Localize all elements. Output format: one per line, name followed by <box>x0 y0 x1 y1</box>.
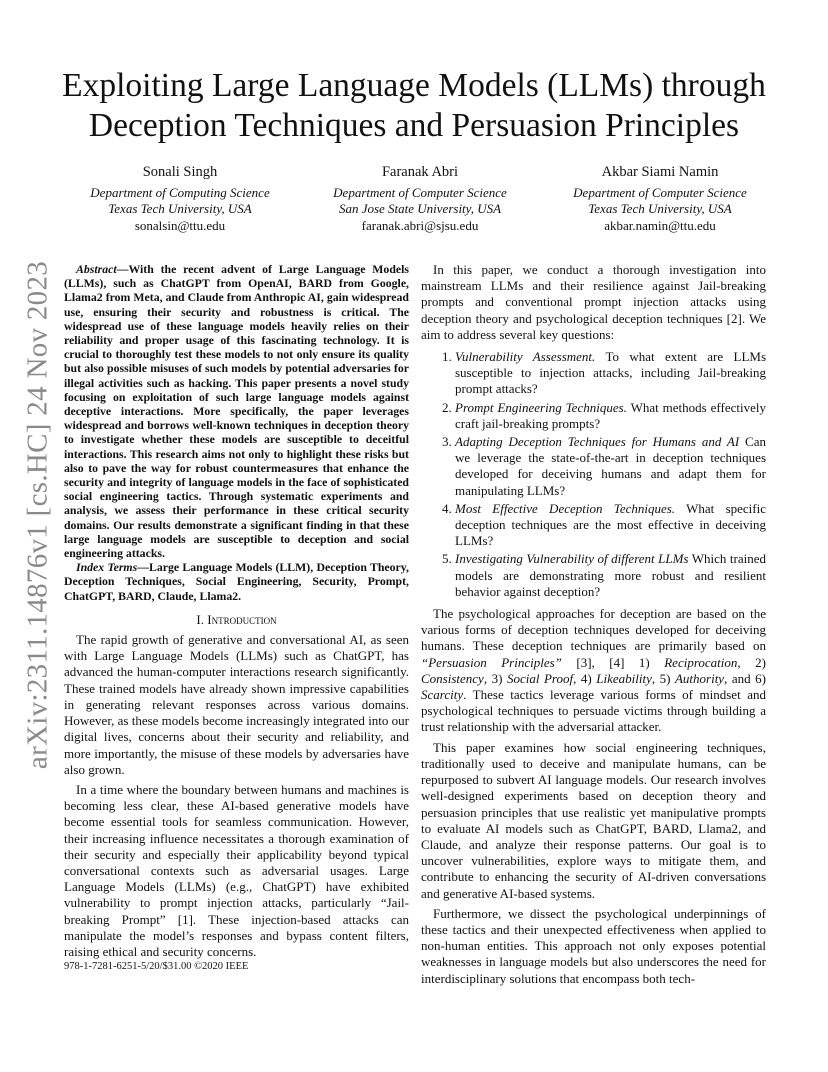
list-item: 4. Most Effective Deception Techniques. What specific deception techniques are the most effective in deceiving LLMs? <box>455 501 766 550</box>
right-column <box>421 262 766 991</box>
paper-title: Exploiting Large Language Models (LLMs) through Deception Techniques and Persuasion Principles <box>62 67 766 144</box>
author-department: Department of Computing Science <box>90 184 270 200</box>
author-university: San Jose State University, USA <box>338 201 502 216</box>
author-email[interactable]: akbar.namin@ttu.edu <box>604 217 716 233</box>
author-1 <box>60 164 300 234</box>
author-university: Texas Tech University, USA <box>108 201 252 216</box>
paragraph: The rapid growth of generative and conversational AI, as seen with Large Language Models (LLMs) such as ChatGPT, has advanced the human-computer interactions research significantly. These trained models have already shown impressive capabilities in generating relevant responses across various domains. However, as these models become increasingly integrated into our digital lives, concerns about their security and reliability, and more importantly, the misuse of these models by adversaries have also grown. <box>64 632 409 777</box>
author-department: Department of Computer Science <box>573 184 747 200</box>
left-column <box>64 262 409 964</box>
copyright-footer: 978-1-7281-6251-5/20/$31.00 ©2020 IEEE <box>64 961 249 972</box>
index-terms <box>64 560 409 603</box>
index-terms-label: Index Terms <box>76 560 138 575</box>
author-3 <box>540 164 780 234</box>
author-name: Akbar Siami Namin <box>601 164 719 180</box>
author-university: Texas Tech University, USA <box>588 201 732 216</box>
list-item: 3. Adapting Deception Techniques for Humans and AI Can we leverage the state-of-the-art in deception techniques developed for deceiving humans and adapt them for manipulating LLMs? <box>455 434 766 499</box>
index-terms-text: —Large Language Models (LLM), Deception Theory, Deception Techniques, Social Engineering, Security, Prompt, ChatGPT, BARD, Claude, Llama2. <box>64 560 409 603</box>
list-item: 5. Investigating Vulnerability of different LLMs Which trained models are demonstrating more robust and resilient behavior against deception? <box>455 551 766 600</box>
abstract-label: Abstract <box>76 262 117 276</box>
abstract <box>64 262 409 560</box>
author-block <box>60 164 780 234</box>
arxiv-identifier: arXiv:2311.14876v1 [cs.HC] 24 Nov 2023 <box>21 260 54 770</box>
author-email[interactable]: sonalsin@ttu.edu <box>134 217 226 233</box>
list-item: 2. Prompt Engineering Techniques. What methods effectively craft jail-breaking prompts? <box>455 400 766 432</box>
paragraph: Furthermore, we dissect the psychological underpinnings of these tactics and their unexpected effectiveness when applied to non-human entities. This approach not only exposes potential weaknesses in language models but also underscores the need for interdisciplinary solutions that encompass both tech- <box>421 905 766 986</box>
author-email[interactable]: faranak.abri@sjsu.edu <box>361 217 479 233</box>
paragraph: This paper examines how social engineering techniques, traditionally used to deceive and manipulate humans, can be repurposed to subvert AI language models. Our research involves well-designed experiments based on deception theory and persuasion principles that use realistic yet manipulative prompts to evaluate AI models such as ChatGPT, BARD, Llama2, and Claude, and analyze their response patterns. Our goal is to uncover vulnerabilities, explore ways to mitigate them, and contribute to enhancing the security of AI-driven conversations and generative AI-based systems. <box>421 739 766 901</box>
abstract-text: —With the recent advent of Large Language Models (LLMs), such as ChatGPT from OpenAI, BARD from Google, Llama2 from Meta, and Claude from Anthropic AI, gain widespread use, ensuring their security and robustness is critical. The widespread use of these language models heavily relies on their reliability and proper usage of this fascinating technology. It is crucial to thoroughly test these models to not only ensure its quality but also possible misuses of such models by potential adversaries for illegal activities such as hacking. This paper presents a novel study focusing on exploitation of such large language models against deceptive interactions. More specifically, the paper leverages widespread and borrows well-known techniques in deception theory to investigate whether these models are susceptible to deceitful interactions. This research aims not only to highlight these risks but also to pave the way for robust countermeasures that enhance the security and integrity of language models in the face of sophisticated social engineering tactics. Through systematic experiments and analysis, we assess their performance in these critical security domains. Our results demonstrate a significant finding in that these large language models are susceptible to deception and social engineering attacks. <box>64 262 409 561</box>
paragraph: The psychological approaches for deception are based on the various forms of deception techniques developed for deceiving humans. These deception techniques are primarily based on “Persuasion Principles” [3], [4] 1) Reciprocation, 2) Consistency, 3) Social Proof, 4) Likeability, 5) Authority, and 6) Scarcity. These tactics leverage various forms of mindset and psychological techniques to persuade victims through building a trust relationship with the adversarial attacker. <box>421 606 766 735</box>
author-department: Department of Computer Science <box>333 184 507 200</box>
section-heading: I. Introduction <box>196 611 277 627</box>
question-list <box>421 349 766 600</box>
paragraph: In a time where the boundary between humans and machines is becoming less clear, these AI-based generative models have become essential tools for seamless communication. However, their increasing influence necessitates a thorough examination of their security and especially their applicability beyond typical conversational contexts such as adversarial usages. Large Language Models (LLMs) (e.g., ChatGPT) have exhibited vulnerability to prompt injection attacks, particularly “Jail-breaking Prompt” [1]. These injection-based attacks can manipulate the model’s responses and bypass content filters, raising ethical and security concerns. <box>64 781 409 959</box>
author-name: Sonali Singh <box>142 164 218 180</box>
paragraph: In this paper, we conduct a thorough investigation into mainstream LLMs and their resilience against Jail-breaking prompts and conventional prompt injection attacks using deception theory and psychological deception techniques [2]. We aim to address several key questions: <box>421 262 766 342</box>
list-item: 1. Vulnerability Assessment. To what extent are LLMs susceptible to injection attacks, including Jail-breaking prompt attacks? <box>455 349 766 398</box>
author-2 <box>300 164 540 234</box>
author-name: Faranak Abri <box>381 164 459 180</box>
